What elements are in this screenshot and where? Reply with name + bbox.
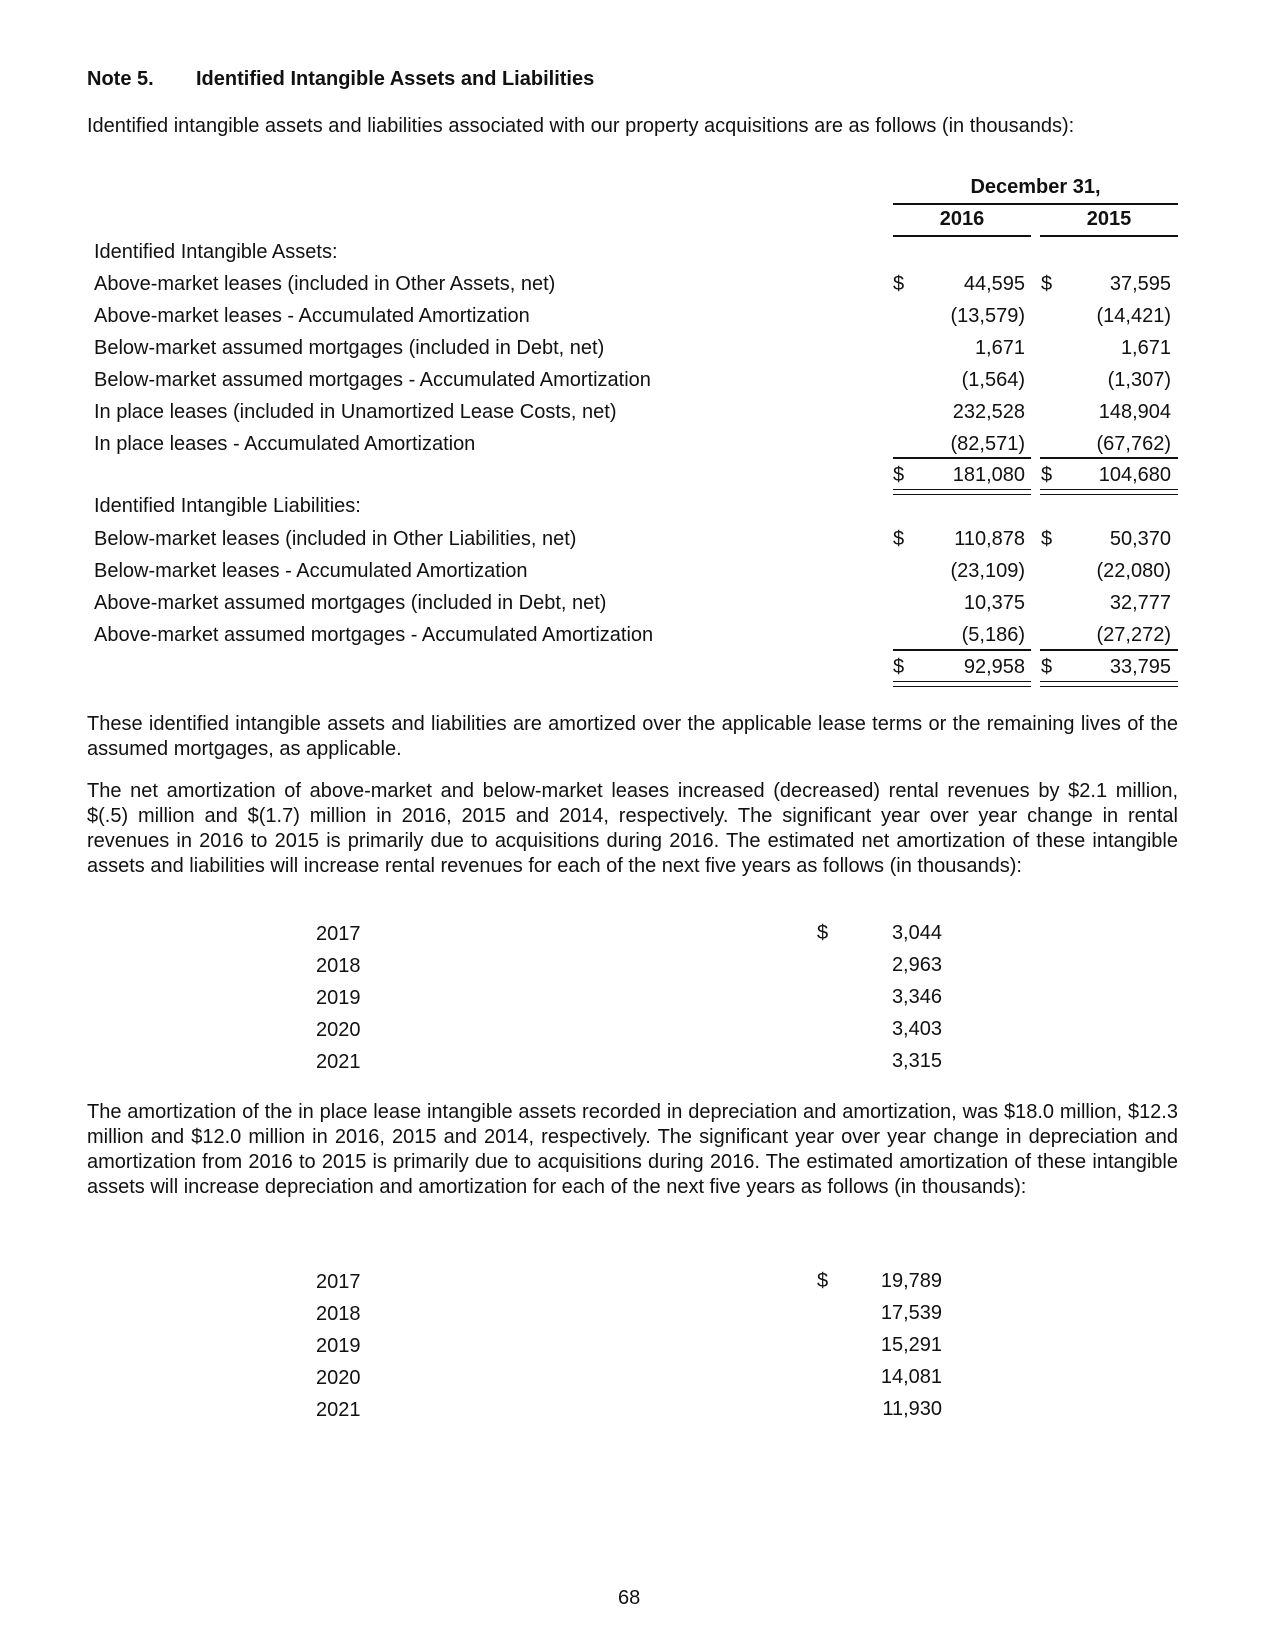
note-number: Note 5. — [87, 68, 154, 90]
asset-row-value-2016: (13,579) — [950, 305, 1025, 327]
asset-row-value-2016: 1,671 — [974, 337, 1025, 359]
column-header-rule-2016 — [893, 235, 1031, 237]
schedule1-amount: 3,403 — [891, 1018, 942, 1040]
assets-total-2016: 181,080 — [952, 464, 1025, 486]
note-title: Identified Intangible Assets and Liabilities — [196, 68, 595, 90]
assets-subtotal-rule-2016 — [893, 457, 1031, 459]
liabilities-total-double-rule-2015 — [1040, 681, 1178, 687]
asset-row-label: In place leases - Accumulated Amortization — [94, 433, 476, 455]
schedule2-year: 2018 — [316, 1303, 361, 1325]
liabilities-subtotal-rule-2016 — [893, 649, 1031, 651]
liability-row-label: Above-market assumed mortgages (included in Debt, net) — [94, 592, 607, 614]
asset-row-value-2015: 1,671 — [1120, 337, 1171, 359]
liabilities-total-dollar-2015: $ — [1041, 656, 1053, 678]
schedule1-year: 2019 — [316, 987, 361, 1009]
column-header-2016: 2016 — [939, 208, 985, 230]
asset-row-label: Above-market leases (included in Other Assets, net) — [94, 273, 556, 295]
schedule2-amount: 15,291 — [880, 1334, 942, 1356]
schedule2-year: 2020 — [316, 1367, 361, 1389]
asset-row-dollar-2015: $ — [1041, 273, 1053, 295]
asset-row-value-2016: 232,528 — [952, 401, 1025, 423]
schedule1-amount: 2,963 — [891, 954, 942, 976]
assets-total-double-rule-2015 — [1040, 489, 1178, 495]
asset-row-label: Below-market assumed mortgages (included in Debt, net) — [94, 337, 605, 359]
liabilities-total-2016: 92,958 — [963, 656, 1025, 678]
asset-row-value-2016: (1,564) — [961, 369, 1025, 391]
liability-row-label: Above-market assumed mortgages - Accumulated Amortization — [94, 624, 654, 646]
schedule2-year: 2019 — [316, 1335, 361, 1357]
period-header-rule — [893, 203, 1178, 205]
liabilities-subtotal-rule-2015 — [1040, 649, 1178, 651]
paragraph-depreciation: The amortization of the in place lease intangible assets recorded in depreciation and amortization, was $18.0 million, $12.3 million and $12.0 million in 2016, 2015 and 2014, respectively. The significant year over year change in depreciation and amortization from 2016 to 2015 is primarily due to acquisitions during 2016. The estimated amortization of these intangible assets will increase depreciation and amortization for each of the next five years as follows (in thousands): — [87, 1101, 1178, 1198]
liability-row-value-2015: 50,370 — [1109, 528, 1171, 550]
liability-row-value-2016: (23,109) — [950, 560, 1025, 582]
asset-row-value-2015: (14,421) — [1096, 305, 1171, 327]
asset-row-value-2016: 44,595 — [963, 273, 1025, 295]
period-header: December 31, — [970, 176, 1101, 198]
asset-row-value-2016: (82,571) — [950, 433, 1025, 455]
schedule1-amount: 3,315 — [891, 1050, 942, 1072]
liability-row-label: Below-market leases (included in Other Liabilities, net) — [94, 528, 577, 550]
column-header-rule-2015 — [1040, 235, 1178, 237]
schedule1-amount: 3,346 — [891, 986, 942, 1008]
page-number: 68 — [618, 1587, 641, 1609]
asset-row-label: In place leases (included in Unamortized Lease Costs, net) — [94, 401, 617, 423]
schedule1-dollar: $ — [817, 922, 829, 944]
schedule2-year: 2021 — [316, 1399, 361, 1421]
asset-row-dollar-2016: $ — [893, 273, 905, 295]
assets-total-double-rule-2016 — [893, 489, 1031, 495]
asset-row-value-2015: (67,762) — [1096, 433, 1171, 455]
schedule2-amount: 11,930 — [882, 1398, 942, 1420]
liability-row-value-2015: (22,080) — [1096, 560, 1171, 582]
liabilities-total-dollar-2016: $ — [893, 656, 905, 678]
liability-row-value-2016: 110,878 — [954, 528, 1025, 550]
assets-total-2015: 104,680 — [1098, 464, 1171, 486]
paragraph-rental-revenues: The net amortization of above-market and below-market leases increased (decreased) rental revenues by $2.1 million, $(.5) million and $(1.7) million in 2016, 2015 and 2014, respectively. The significant year over year change in rental revenues in 2016 to 2015 is primarily due to acquisitions during 2016. The estimated net amortization of these intangible assets and liabilities will increase rental revenues for each of the next five years as follows (in thousands): — [87, 780, 1178, 877]
liabilities-heading: Identified Intangible Liabilities: — [94, 495, 361, 517]
assets-total-dollar-2016: $ — [893, 464, 905, 486]
assets-heading: Identified Intangible Assets: — [94, 241, 338, 263]
schedule2-amount: 17,539 — [880, 1302, 942, 1324]
paragraph-amortization-lives: These identified intangible assets and liabilities are amortized over the applicable lease terms or the remaining lives of the assumed mortgages, as applicable. — [87, 713, 1178, 760]
schedule2-dollar: $ — [817, 1270, 829, 1292]
schedule2-amount: 19,789 — [880, 1270, 942, 1292]
liability-row-value-2016: 10,375 — [963, 592, 1025, 614]
column-header-2015: 2015 — [1086, 208, 1132, 230]
schedule1-amount: 3,044 — [891, 922, 942, 944]
liability-row-value-2016: (5,186) — [961, 624, 1025, 646]
liability-row-dollar-2015: $ — [1041, 528, 1053, 550]
liability-row-dollar-2016: $ — [893, 528, 905, 550]
asset-row-label: Above-market leases - Accumulated Amortization — [94, 305, 530, 327]
asset-row-value-2015: (1,307) — [1107, 369, 1171, 391]
intro-text: Identified intangible assets and liabilities associated with our property acquisitions are as follows (in thousands): — [87, 115, 1075, 137]
liability-row-value-2015: 32,777 — [1109, 592, 1171, 614]
schedule2-amount: 14,081 — [880, 1366, 942, 1388]
schedule1-year: 2021 — [316, 1051, 361, 1073]
asset-row-value-2015: 148,904 — [1098, 401, 1171, 423]
asset-row-value-2015: 37,595 — [1109, 273, 1171, 295]
schedule1-year: 2017 — [316, 923, 361, 945]
liabilities-total-2015: 33,795 — [1109, 656, 1171, 678]
assets-subtotal-rule-2015 — [1040, 457, 1178, 459]
liabilities-total-double-rule-2016 — [893, 681, 1031, 687]
liability-row-label: Below-market leases - Accumulated Amortization — [94, 560, 528, 582]
schedule1-year: 2018 — [316, 955, 361, 977]
liability-row-value-2015: (27,272) — [1096, 624, 1171, 646]
schedule2-year: 2017 — [316, 1271, 361, 1293]
assets-total-dollar-2015: $ — [1041, 464, 1053, 486]
asset-row-label: Below-market assumed mortgages - Accumulated Amortization — [94, 369, 651, 391]
schedule1-year: 2020 — [316, 1019, 361, 1041]
